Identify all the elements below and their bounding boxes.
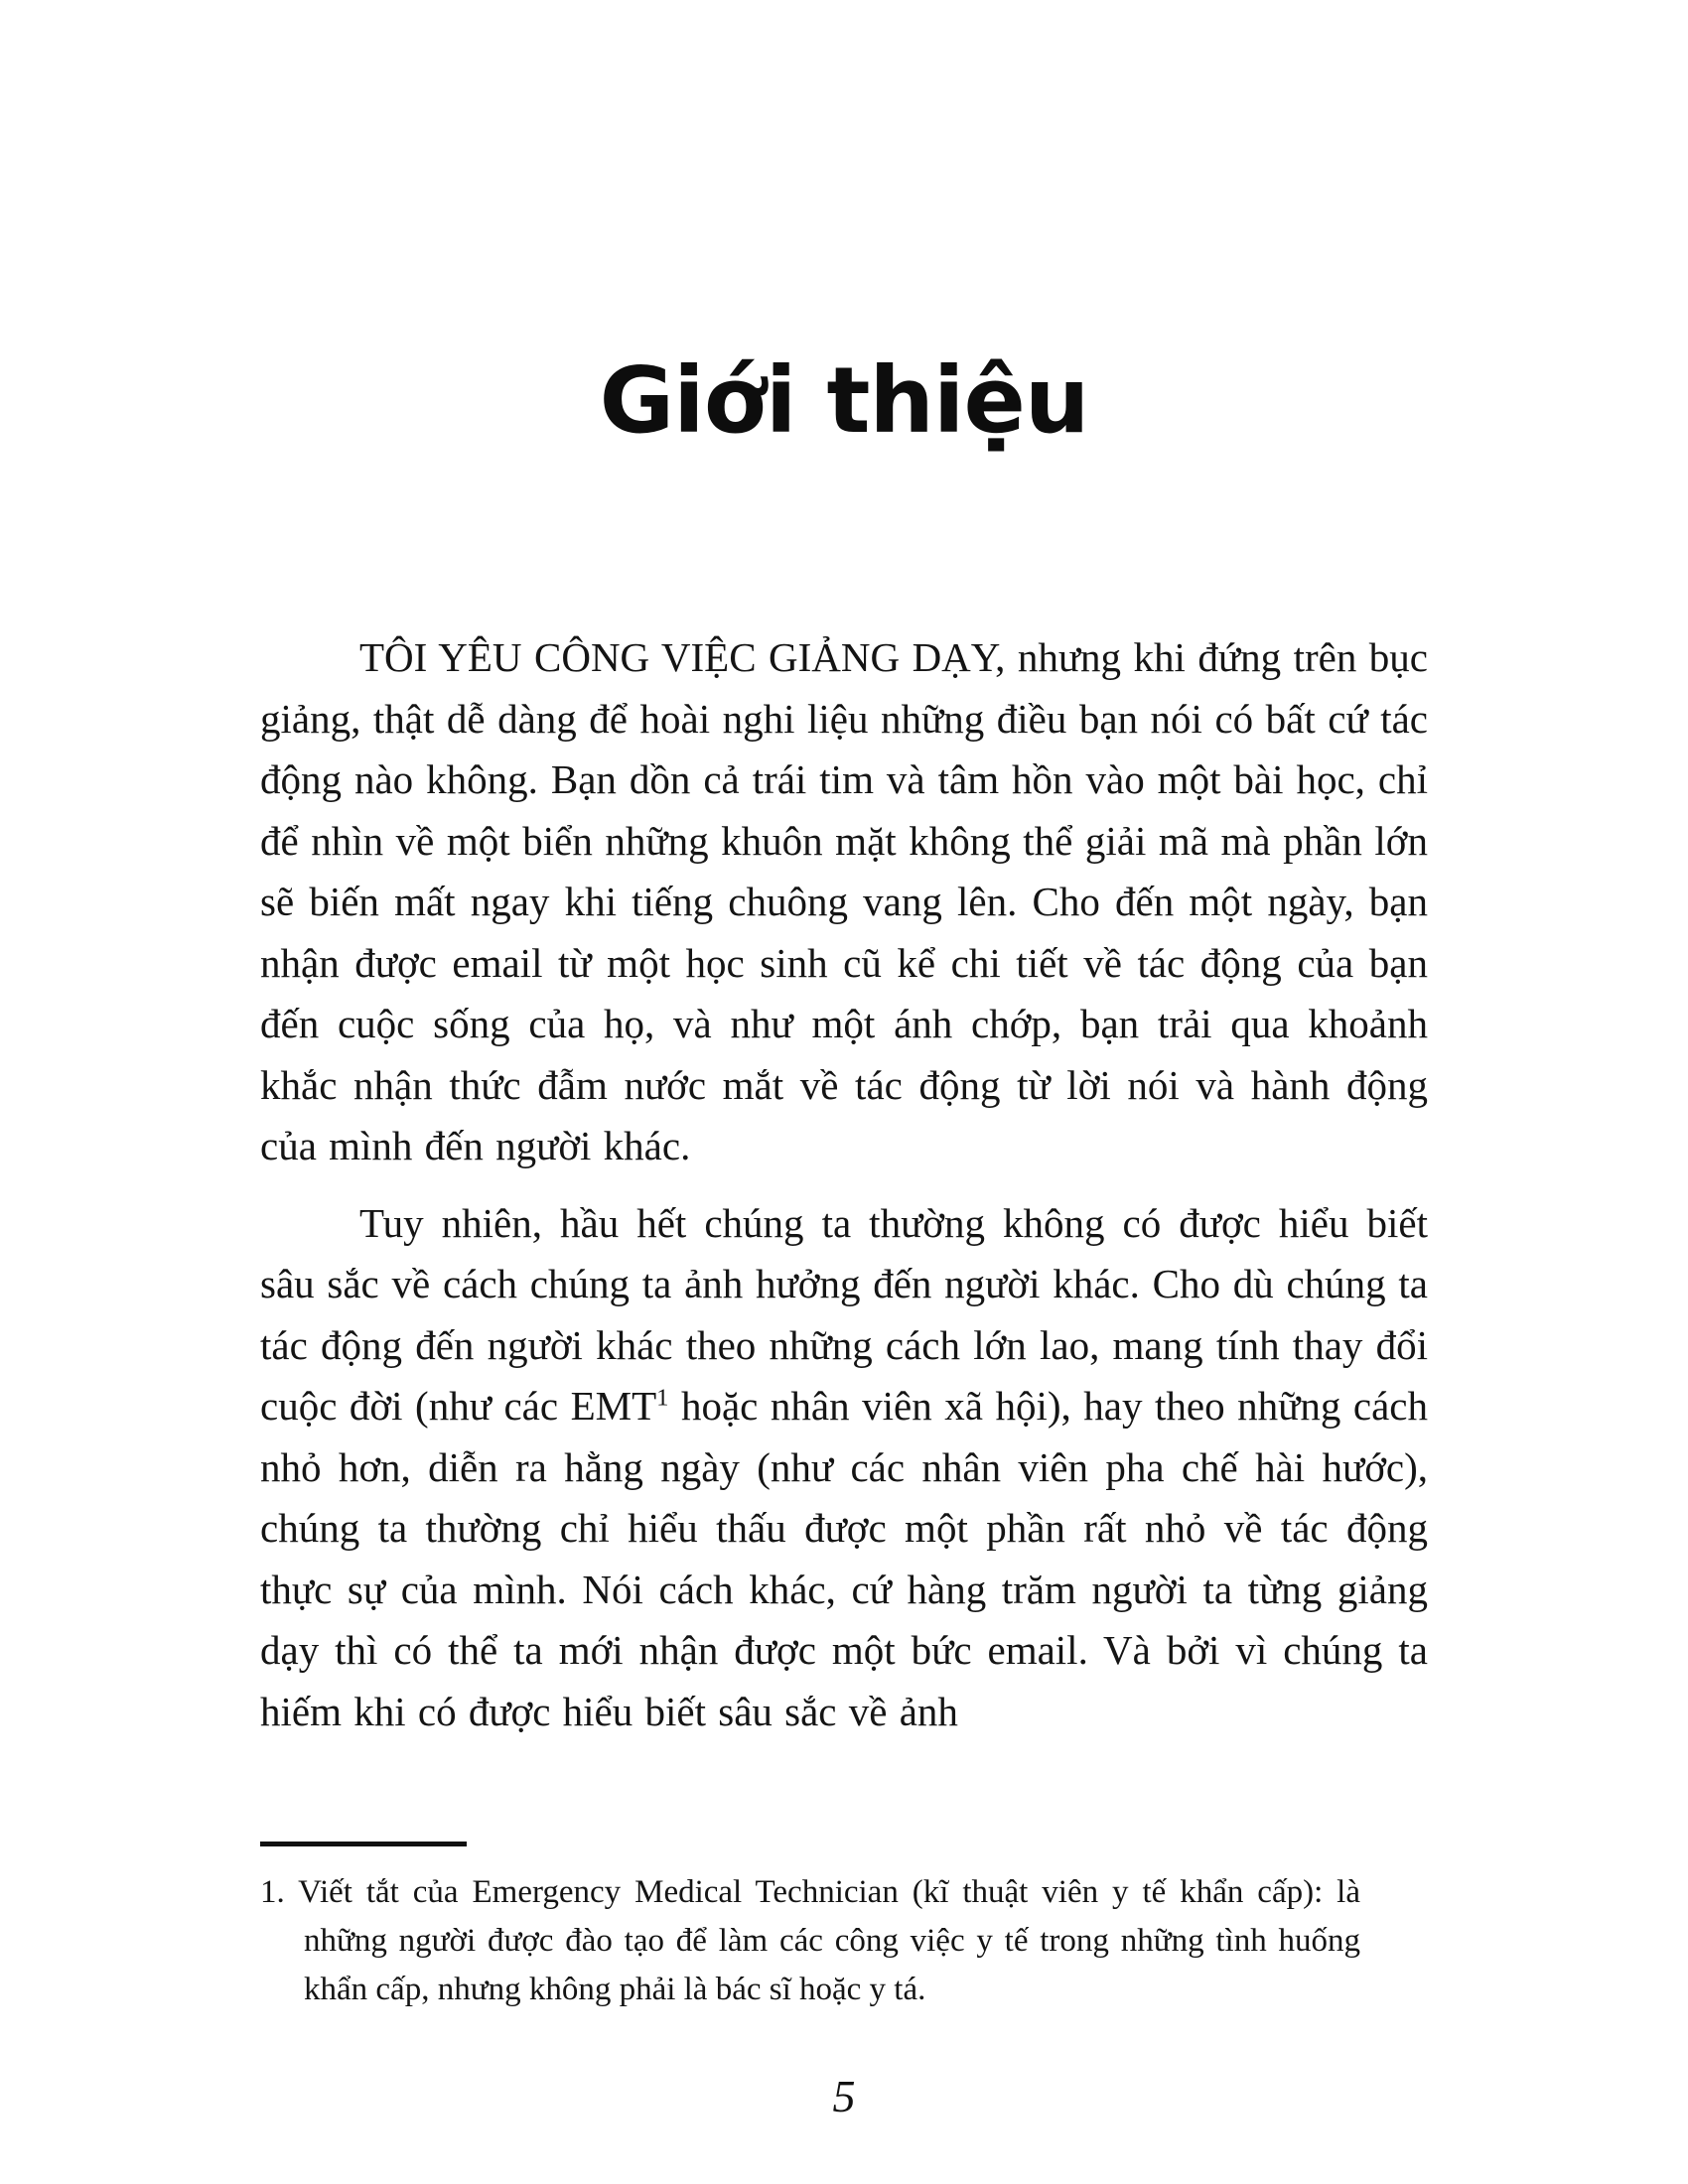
footnote-number: 1.	[260, 1874, 285, 1910]
footnote-separator-rule	[260, 1842, 467, 1846]
footnote-reference-marker: 1	[656, 1384, 669, 1412]
footnote-body: Viết tắt của Emergency Medical Technician (kĩ thuật viên y tế khẩn cấp): là những người được đào tạo để làm các công việc y tế trong những tình huống khẩn cấp, nhưng không phải là bác sĩ hoặc y tá.	[284, 1874, 1360, 2007]
page-content	[260, 0, 1428, 1742]
paragraph-2-text-before-footnote-ref: Tuy nhiên, hầu hết chúng ta thường không có được hiểu biết sâu sắc về cách chúng ta ảnh hưởng đến người khác. Cho dù chúng ta tác động đến người khác theo những cách lớn lao, mang tính thay đổi cuộc đời (như các EMT	[260, 1199, 1428, 1429]
footnote-text	[260, 1868, 1360, 2013]
page-number: 5	[832, 2071, 856, 2121]
chapter-title: Giới thiệu	[599, 347, 1089, 454]
paragraph-2	[260, 1193, 1428, 1743]
paragraph-2-text-after-footnote-ref: hoặc nhân viên xã hội), hay theo những cách nhỏ hơn, diễn ra hằng ngày (như các nhân viên pha chế hài hước), chúng ta thường chỉ hiểu thấu được một phần rất nhỏ về tác động thực sự của mình. Nói cách khác, cứ hàng trăm người ta từng giảng dạy thì có thể ta mới nhận được một bức email. Và bởi vì chúng ta hiếm khi có được hiểu biết sâu sắc về ảnh	[260, 1383, 1429, 1734]
body-text	[260, 627, 1428, 1742]
paragraph-1: TÔI YÊU CÔNG VIỆC GIẢNG DẠY, nhưng khi đứng trên bục giảng, thật dễ dàng để hoài nghi liệu những điều bạn nói có bất cứ tác động nào không. Bạn dồn cả trái tim và tâm hồn vào một bài học, chỉ để nhìn về một biển những khuôn mặt không thể giải mã mà phần lớn sẽ biến mất ngay khi tiếng chuông vang lên. Cho đến một ngày, bạn nhận được email từ một học sinh cũ kể chi tiết về tác động của bạn đến cuộc sống của họ, và như một ánh chớp, bạn trải qua khoảnh khắc nhận thức đẫm nước mắt về tác động từ lời nói và hành động của mình đến người khác.	[260, 634, 1428, 1168]
footnote-block	[260, 1842, 1360, 2013]
